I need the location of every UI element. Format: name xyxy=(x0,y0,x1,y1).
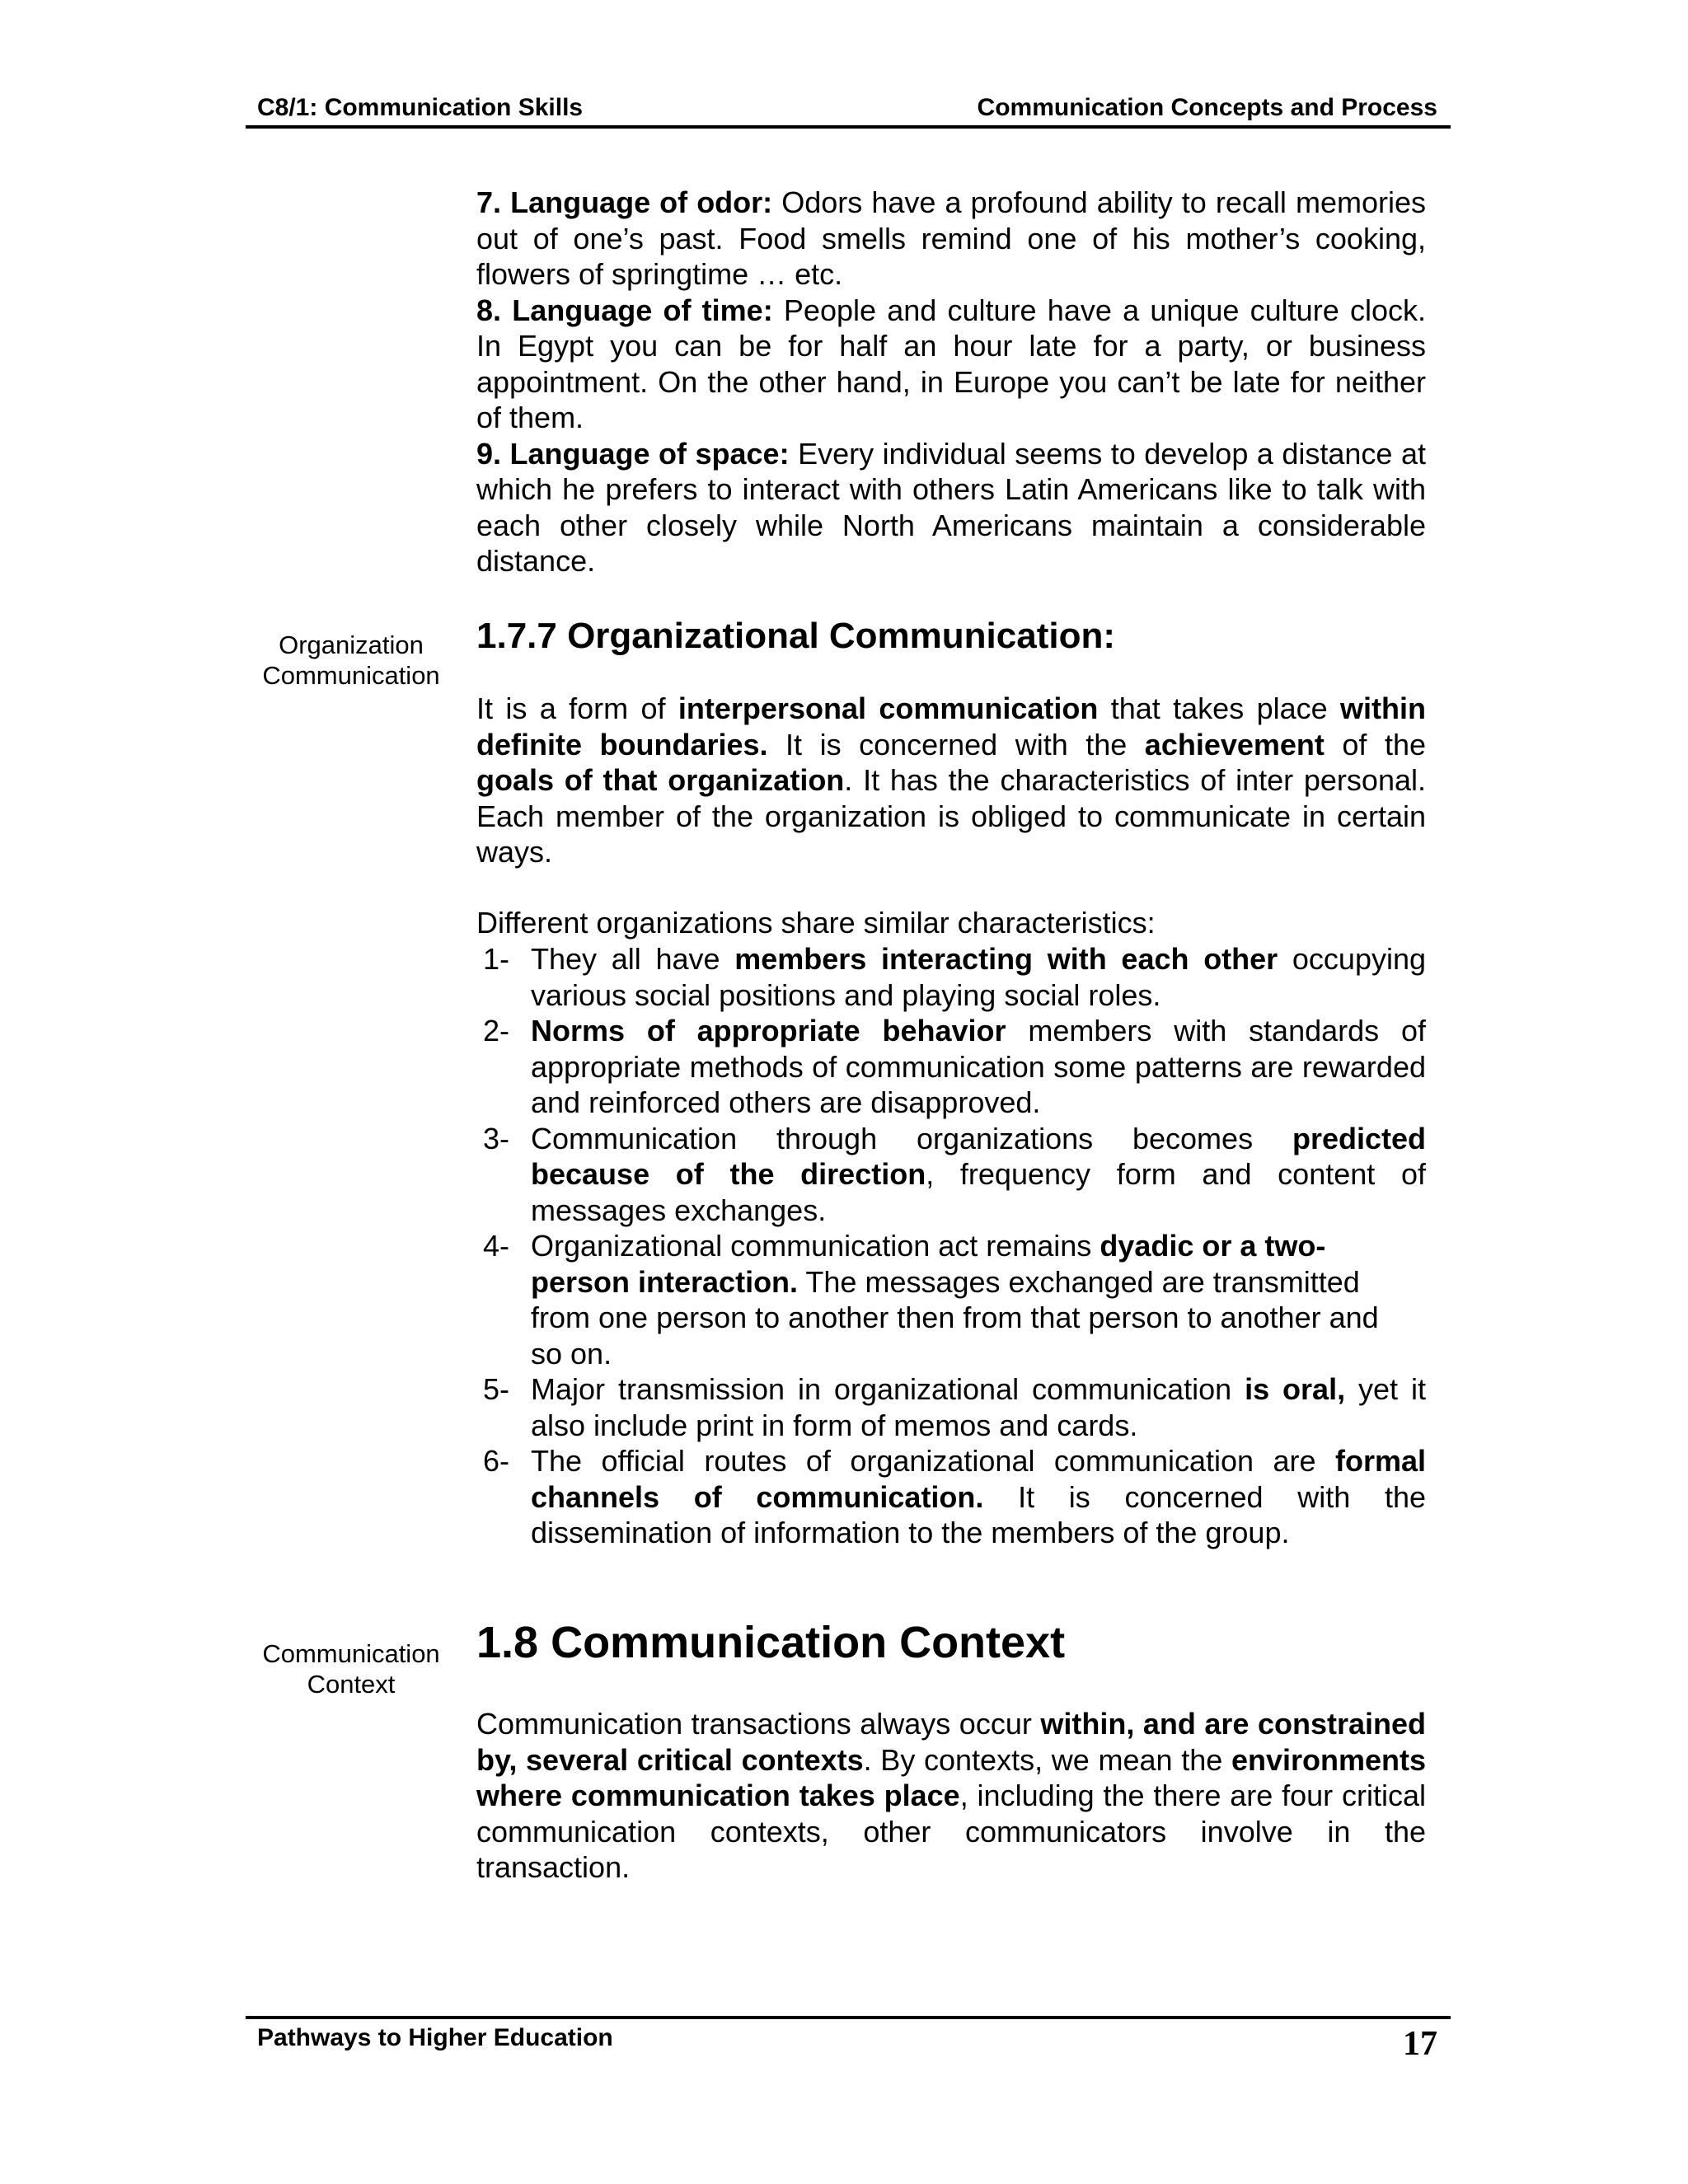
list-item: 2- Norms of appropriate behavior members with standards of appropriate methods of communication some patterns are rewarded and reinforced others are disapproved. xyxy=(483,1014,1426,1119)
footer-program-title: Pathways to Higher Education xyxy=(257,2024,613,2051)
list-item: 1- They all have members interacting with each other occupying various social positions and playing social roles. xyxy=(483,942,1427,1012)
section-heading-communication-context: 1.8 Communication Context xyxy=(476,1618,1066,1667)
language-space-paragraph: 9. Language of space: Every individual seems to develop a distance at which he prefers to interact with others Latin Americans like to talk with each other closely while North Americans maintain a considerable distance. xyxy=(476,436,1426,578)
language-space-title: 9. Language of space: xyxy=(476,436,790,471)
context-paragraph: Communication transactions always occur within, and are constrained by, several critical contexts. By contexts, we mean the environments where communication takes place, including the there are four critical communication contexts, other communicators involve in the transaction. xyxy=(476,1707,1426,1884)
page-number: 17 xyxy=(1403,2025,1437,2063)
margin-note-organization: Organization Communication xyxy=(262,630,440,690)
language-odor-title: 7. Language of odor: xyxy=(476,185,773,219)
page-header xyxy=(246,92,1451,129)
page-footer xyxy=(246,2016,1451,2069)
header-chapter-title: Communication Concepts and Process xyxy=(977,94,1437,121)
language-time-title: 8. Language of time: xyxy=(476,293,773,327)
list-item: 6- The official routes of organizational communication are formal channels of communication. It is concerned with the dissemination of information to the members of the group. xyxy=(483,1444,1426,1549)
characteristics-list xyxy=(476,941,1426,1551)
list-item: 5- Major transmission in organizational communication is oral, yet it also include print in form of memos and cards. xyxy=(483,1372,1426,1442)
section-heading-organizational: 1.7.7 Organizational Communication: xyxy=(476,616,1116,656)
language-time-paragraph: 8. Language of time: People and culture have a unique culture clock. In Egypt you can be for half an hour late for a party, or business appointment. On the other hand, in Europe you can’t be late for neither of them. xyxy=(476,293,1426,434)
list-item: 3- Communication through organizations becomes predicted because of the direction, frequency form and content of messages exchanges. xyxy=(483,1121,1426,1227)
organizational-paragraph: It is a form of interpersonal communication that takes place within definite boundaries. It is concerned with the achievement of the goals of that organization. It has the characteristics of inter personal. Each member of the organization is obliged to communicate in certain ways. xyxy=(476,691,1426,869)
list-item: 4- Organizational communication act remains dyadic or a two-person interaction. The messages exchanged are transmitted from one person to another then from that person to another and so on. xyxy=(483,1229,1379,1371)
languages-block xyxy=(476,185,1426,579)
margin-note-context: Communication Context xyxy=(262,1639,440,1699)
characteristics-intro: Different organizations share similar characteristics: xyxy=(476,906,1156,940)
header-course-title: C8/1: Communication Skills xyxy=(257,94,584,121)
language-odor-paragraph: 7. Language of odor: Odors have a profound ability to recall memories out of one’s past. Food smells remind one of his mother’s cooking, flowers of springtime … etc. xyxy=(476,185,1426,291)
